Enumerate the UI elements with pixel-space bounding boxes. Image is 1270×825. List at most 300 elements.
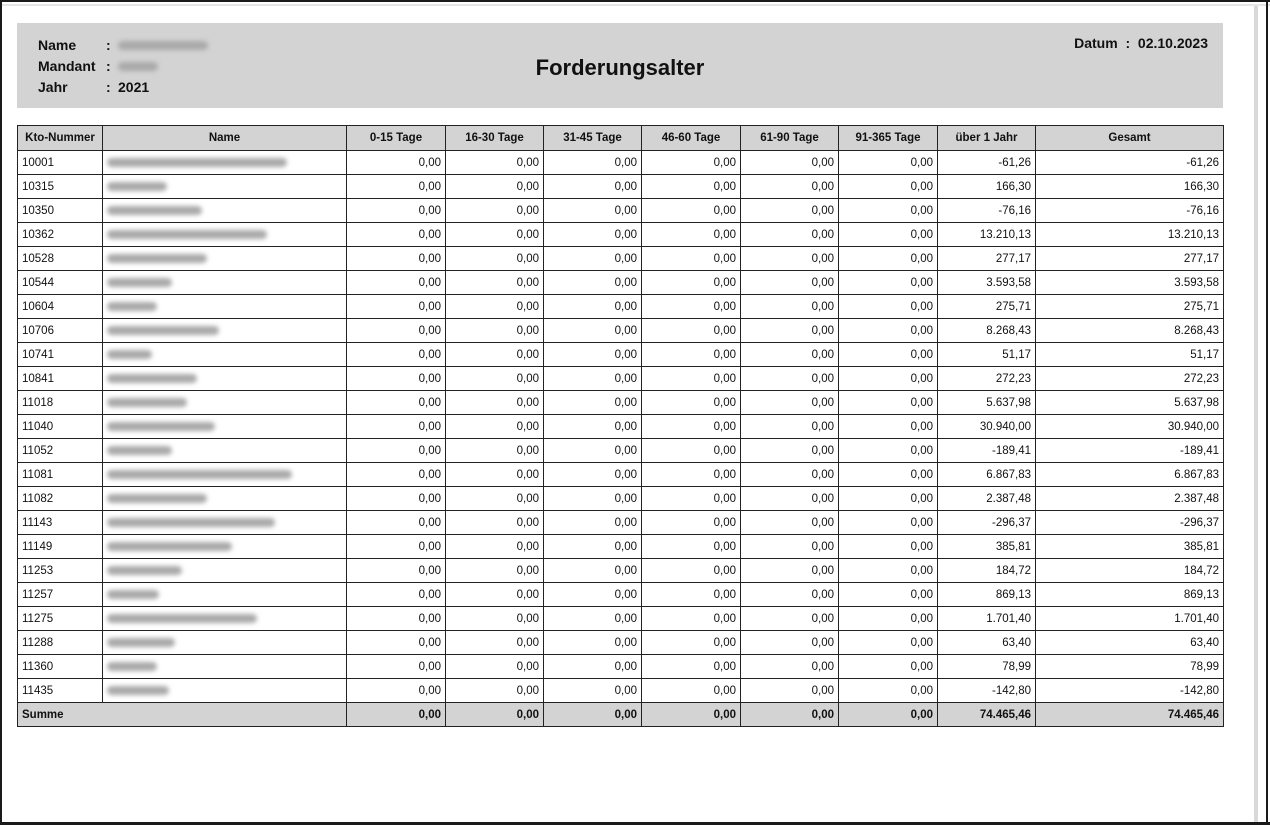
cell-61-90: 0,00 bbox=[741, 511, 839, 535]
cell-91-365: 0,00 bbox=[839, 439, 938, 463]
cell-61-90: 0,00 bbox=[741, 367, 839, 391]
page-frame-right-shadow bbox=[1254, 6, 1258, 823]
cell-91-365: 0,00 bbox=[839, 223, 938, 247]
cell-91-365: 0,00 bbox=[839, 415, 938, 439]
cell-46-60: 0,00 bbox=[642, 367, 741, 391]
cell-over-1-year: 2.387,48 bbox=[938, 487, 1036, 511]
sum-row bbox=[18, 703, 1224, 727]
cell-46-60: 0,00 bbox=[642, 319, 741, 343]
table-row bbox=[18, 463, 1224, 487]
cell-46-60: 0,00 bbox=[642, 295, 741, 319]
cell-total: 78,99 bbox=[1036, 655, 1224, 679]
redacted-name bbox=[107, 518, 275, 527]
cell-16-30: 0,00 bbox=[446, 511, 544, 535]
cell-31-45: 0,00 bbox=[544, 415, 642, 439]
sum-cell-0-15: 0,00 bbox=[347, 703, 446, 727]
cell-31-45: 0,00 bbox=[544, 511, 642, 535]
table-row bbox=[18, 223, 1224, 247]
table-row bbox=[18, 175, 1224, 199]
cell-total: 1.701,40 bbox=[1036, 607, 1224, 631]
cell-91-365: 0,00 bbox=[839, 631, 938, 655]
redacted-name bbox=[107, 638, 175, 647]
cell-61-90: 0,00 bbox=[741, 559, 839, 583]
cell-over-1-year: 5.637,98 bbox=[938, 391, 1036, 415]
redacted-name bbox=[107, 206, 202, 215]
cell-0-15: 0,00 bbox=[347, 679, 446, 703]
cell-16-30: 0,00 bbox=[446, 487, 544, 511]
redacted-name bbox=[107, 662, 157, 671]
cell-over-1-year: 277,17 bbox=[938, 247, 1036, 271]
redacted-name bbox=[107, 230, 267, 239]
cell-name-redacted bbox=[103, 319, 347, 343]
cell-0-15: 0,00 bbox=[347, 607, 446, 631]
table-row bbox=[18, 679, 1224, 703]
table-row bbox=[18, 295, 1224, 319]
cell-kto-nummer: 11275 bbox=[18, 607, 103, 631]
table-row bbox=[18, 655, 1224, 679]
cell-16-30: 0,00 bbox=[446, 271, 544, 295]
cell-91-365: 0,00 bbox=[839, 199, 938, 223]
cell-name-redacted bbox=[103, 223, 347, 247]
page-frame-top bbox=[0, 0, 1270, 2]
cell-61-90: 0,00 bbox=[741, 271, 839, 295]
cell-61-90: 0,00 bbox=[741, 223, 839, 247]
column-header-46-60: 46-60 Tage bbox=[642, 126, 741, 151]
report-date: Datum : 02.10.2023 bbox=[1074, 35, 1208, 51]
cell-total: 275,71 bbox=[1036, 295, 1224, 319]
cell-kto-nummer: 11288 bbox=[18, 631, 103, 655]
cell-16-30: 0,00 bbox=[446, 439, 544, 463]
sum-cell-61-90: 0,00 bbox=[741, 703, 839, 727]
cell-over-1-year: 30.940,00 bbox=[938, 415, 1036, 439]
cell-16-30: 0,00 bbox=[446, 559, 544, 583]
sum-cell-46-60: 0,00 bbox=[642, 703, 741, 727]
cell-name-redacted bbox=[103, 439, 347, 463]
cell-61-90: 0,00 bbox=[741, 415, 839, 439]
cell-16-30: 0,00 bbox=[446, 343, 544, 367]
cell-31-45: 0,00 bbox=[544, 367, 642, 391]
cell-61-90: 0,00 bbox=[741, 343, 839, 367]
cell-kto-nummer: 11040 bbox=[18, 415, 103, 439]
redacted-name bbox=[107, 614, 257, 623]
cell-kto-nummer: 10350 bbox=[18, 199, 103, 223]
redacted-name bbox=[107, 470, 292, 479]
cell-total: 30.940,00 bbox=[1036, 415, 1224, 439]
cell-0-15: 0,00 bbox=[347, 655, 446, 679]
cell-16-30: 0,00 bbox=[446, 415, 544, 439]
cell-61-90: 0,00 bbox=[741, 247, 839, 271]
cell-name-redacted bbox=[103, 559, 347, 583]
cell-kto-nummer: 10528 bbox=[18, 247, 103, 271]
cell-31-45: 0,00 bbox=[544, 295, 642, 319]
redacted-name bbox=[107, 278, 172, 287]
cell-16-30: 0,00 bbox=[446, 151, 544, 175]
column-header-31-45: 31-45 Tage bbox=[544, 126, 642, 151]
cell-over-1-year: -296,37 bbox=[938, 511, 1036, 535]
table-row bbox=[18, 415, 1224, 439]
cell-over-1-year: 51,17 bbox=[938, 343, 1036, 367]
cell-over-1-year: -61,26 bbox=[938, 151, 1036, 175]
table-row bbox=[18, 391, 1224, 415]
page-frame-left bbox=[0, 0, 2, 825]
table-row bbox=[18, 439, 1224, 463]
cell-61-90: 0,00 bbox=[741, 463, 839, 487]
cell-16-30: 0,00 bbox=[446, 295, 544, 319]
cell-0-15: 0,00 bbox=[347, 367, 446, 391]
redacted-name bbox=[107, 566, 182, 575]
cell-61-90: 0,00 bbox=[741, 295, 839, 319]
cell-total: 13.210,13 bbox=[1036, 223, 1224, 247]
cell-91-365: 0,00 bbox=[839, 607, 938, 631]
cell-kto-nummer: 10604 bbox=[18, 295, 103, 319]
cell-91-365: 0,00 bbox=[839, 295, 938, 319]
sum-cell-91-365: 0,00 bbox=[839, 703, 938, 727]
cell-46-60: 0,00 bbox=[642, 655, 741, 679]
redacted-value bbox=[118, 41, 208, 50]
cell-name-redacted bbox=[103, 535, 347, 559]
cell-61-90: 0,00 bbox=[741, 391, 839, 415]
cell-91-365: 0,00 bbox=[839, 583, 938, 607]
cell-16-30: 0,00 bbox=[446, 679, 544, 703]
cell-31-45: 0,00 bbox=[544, 607, 642, 631]
cell-0-15: 0,00 bbox=[347, 223, 446, 247]
receivables-aging-table bbox=[17, 125, 1224, 727]
sum-cell-total: 74.465,46 bbox=[1036, 703, 1224, 727]
cell-0-15: 0,00 bbox=[347, 391, 446, 415]
column-header-16-30: 16-30 Tage bbox=[446, 126, 544, 151]
cell-kto-nummer: 11082 bbox=[18, 487, 103, 511]
cell-31-45: 0,00 bbox=[544, 535, 642, 559]
cell-61-90: 0,00 bbox=[741, 535, 839, 559]
redacted-name bbox=[107, 302, 157, 311]
cell-name-redacted bbox=[103, 463, 347, 487]
redacted-name bbox=[107, 590, 159, 599]
cell-46-60: 0,00 bbox=[642, 343, 741, 367]
cell-0-15: 0,00 bbox=[347, 535, 446, 559]
cell-kto-nummer: 11435 bbox=[18, 679, 103, 703]
cell-46-60: 0,00 bbox=[642, 247, 741, 271]
cell-over-1-year: 1.701,40 bbox=[938, 607, 1036, 631]
cell-0-15: 0,00 bbox=[347, 511, 446, 535]
sum-label: Summe bbox=[18, 703, 347, 727]
cell-over-1-year: -189,41 bbox=[938, 439, 1036, 463]
cell-name-redacted bbox=[103, 415, 347, 439]
cell-kto-nummer: 10001 bbox=[18, 151, 103, 175]
cell-total: -142,80 bbox=[1036, 679, 1224, 703]
cell-name-redacted bbox=[103, 271, 347, 295]
column-header-91-365: 91-365 Tage bbox=[839, 126, 938, 151]
cell-total: 63,40 bbox=[1036, 631, 1224, 655]
cell-over-1-year: 869,13 bbox=[938, 583, 1036, 607]
cell-16-30: 0,00 bbox=[446, 463, 544, 487]
cell-name-redacted bbox=[103, 151, 347, 175]
redacted-name bbox=[107, 446, 172, 455]
table-row bbox=[18, 535, 1224, 559]
report-header bbox=[17, 23, 1223, 108]
cell-46-60: 0,00 bbox=[642, 271, 741, 295]
cell-91-365: 0,00 bbox=[839, 247, 938, 271]
cell-16-30: 0,00 bbox=[446, 391, 544, 415]
cell-over-1-year: 78,99 bbox=[938, 655, 1036, 679]
cell-61-90: 0,00 bbox=[741, 439, 839, 463]
cell-46-60: 0,00 bbox=[642, 631, 741, 655]
cell-name-redacted bbox=[103, 511, 347, 535]
cell-over-1-year: 275,71 bbox=[938, 295, 1036, 319]
cell-61-90: 0,00 bbox=[741, 199, 839, 223]
cell-61-90: 0,00 bbox=[741, 607, 839, 631]
cell-31-45: 0,00 bbox=[544, 151, 642, 175]
cell-16-30: 0,00 bbox=[446, 607, 544, 631]
cell-over-1-year: 6.867,83 bbox=[938, 463, 1036, 487]
table-row bbox=[18, 271, 1224, 295]
cell-46-60: 0,00 bbox=[642, 199, 741, 223]
column-header-name: Name bbox=[103, 126, 347, 151]
report-title: Forderungsalter bbox=[535, 55, 705, 80]
cell-over-1-year: -76,16 bbox=[938, 199, 1036, 223]
cell-kto-nummer: 11257 bbox=[18, 583, 103, 607]
cell-over-1-year: 3.593,58 bbox=[938, 271, 1036, 295]
cell-31-45: 0,00 bbox=[544, 247, 642, 271]
redacted-name bbox=[107, 374, 197, 383]
cell-31-45: 0,00 bbox=[544, 463, 642, 487]
meta-colon: : bbox=[106, 58, 111, 74]
cell-name-redacted bbox=[103, 487, 347, 511]
redacted-name bbox=[107, 686, 169, 695]
cell-31-45: 0,00 bbox=[544, 439, 642, 463]
redacted-name bbox=[107, 350, 152, 359]
cell-total: 2.387,48 bbox=[1036, 487, 1224, 511]
cell-91-365: 0,00 bbox=[839, 175, 938, 199]
cell-kto-nummer: 10544 bbox=[18, 271, 103, 295]
cell-0-15: 0,00 bbox=[347, 271, 446, 295]
cell-kto-nummer: 11143 bbox=[18, 511, 103, 535]
cell-total: 166,30 bbox=[1036, 175, 1224, 199]
meta-value-year: 2021 bbox=[118, 79, 150, 95]
cell-46-60: 0,00 bbox=[642, 511, 741, 535]
cell-0-15: 0,00 bbox=[347, 199, 446, 223]
cell-0-15: 0,00 bbox=[347, 151, 446, 175]
cell-name-redacted bbox=[103, 343, 347, 367]
cell-name-redacted bbox=[103, 367, 347, 391]
redacted-name bbox=[107, 494, 207, 503]
cell-61-90: 0,00 bbox=[741, 175, 839, 199]
cell-kto-nummer: 11052 bbox=[18, 439, 103, 463]
cell-91-365: 0,00 bbox=[839, 391, 938, 415]
cell-kto-nummer: 10706 bbox=[18, 319, 103, 343]
cell-kto-nummer: 11253 bbox=[18, 559, 103, 583]
redacted-name bbox=[107, 326, 219, 335]
cell-name-redacted bbox=[103, 583, 347, 607]
column-header-0-15: 0-15 Tage bbox=[347, 126, 446, 151]
cell-61-90: 0,00 bbox=[741, 151, 839, 175]
cell-16-30: 0,00 bbox=[446, 583, 544, 607]
cell-total: 869,13 bbox=[1036, 583, 1224, 607]
cell-total: 385,81 bbox=[1036, 535, 1224, 559]
table-row bbox=[18, 247, 1224, 271]
cell-total: 5.637,98 bbox=[1036, 391, 1224, 415]
meta-label: Jahr bbox=[38, 79, 68, 95]
meta-row-name bbox=[38, 35, 208, 56]
column-header-61-90: 61-90 Tage bbox=[741, 126, 839, 151]
cell-over-1-year: 385,81 bbox=[938, 535, 1036, 559]
sum-cell-over-1-year: 74.465,46 bbox=[938, 703, 1036, 727]
cell-0-15: 0,00 bbox=[347, 319, 446, 343]
cell-total: 272,23 bbox=[1036, 367, 1224, 391]
cell-name-redacted bbox=[103, 199, 347, 223]
cell-0-15: 0,00 bbox=[347, 439, 446, 463]
redacted-name bbox=[107, 398, 187, 407]
cell-31-45: 0,00 bbox=[544, 271, 642, 295]
cell-kto-nummer: 10362 bbox=[18, 223, 103, 247]
cell-61-90: 0,00 bbox=[741, 319, 839, 343]
cell-46-60: 0,00 bbox=[642, 559, 741, 583]
cell-31-45: 0,00 bbox=[544, 223, 642, 247]
cell-46-60: 0,00 bbox=[642, 583, 741, 607]
cell-16-30: 0,00 bbox=[446, 223, 544, 247]
cell-31-45: 0,00 bbox=[544, 391, 642, 415]
cell-16-30: 0,00 bbox=[446, 199, 544, 223]
cell-91-365: 0,00 bbox=[839, 151, 938, 175]
table-row bbox=[18, 151, 1224, 175]
cell-61-90: 0,00 bbox=[741, 583, 839, 607]
cell-16-30: 0,00 bbox=[446, 175, 544, 199]
cell-31-45: 0,00 bbox=[544, 487, 642, 511]
cell-61-90: 0,00 bbox=[741, 655, 839, 679]
cell-0-15: 0,00 bbox=[347, 295, 446, 319]
meta-colon: : bbox=[106, 79, 111, 95]
cell-16-30: 0,00 bbox=[446, 655, 544, 679]
cell-91-365: 0,00 bbox=[839, 487, 938, 511]
cell-31-45: 0,00 bbox=[544, 583, 642, 607]
cell-name-redacted bbox=[103, 655, 347, 679]
cell-46-60: 0,00 bbox=[642, 391, 741, 415]
cell-total: -189,41 bbox=[1036, 439, 1224, 463]
column-header-kto-nummer: Kto-Nummer bbox=[18, 126, 103, 151]
cell-kto-nummer: 11081 bbox=[18, 463, 103, 487]
cell-0-15: 0,00 bbox=[347, 175, 446, 199]
cell-46-60: 0,00 bbox=[642, 175, 741, 199]
cell-46-60: 0,00 bbox=[642, 535, 741, 559]
cell-61-90: 0,00 bbox=[741, 679, 839, 703]
cell-name-redacted bbox=[103, 607, 347, 631]
cell-total: -76,16 bbox=[1036, 199, 1224, 223]
meta-label: Mandant bbox=[38, 58, 96, 74]
table-row bbox=[18, 367, 1224, 391]
cell-31-45: 0,00 bbox=[544, 175, 642, 199]
cell-over-1-year: -142,80 bbox=[938, 679, 1036, 703]
cell-91-365: 0,00 bbox=[839, 319, 938, 343]
table-row bbox=[18, 511, 1224, 535]
cell-46-60: 0,00 bbox=[642, 487, 741, 511]
table-row bbox=[18, 199, 1224, 223]
cell-0-15: 0,00 bbox=[347, 583, 446, 607]
cell-46-60: 0,00 bbox=[642, 679, 741, 703]
cell-46-60: 0,00 bbox=[642, 439, 741, 463]
cell-16-30: 0,00 bbox=[446, 319, 544, 343]
cell-over-1-year: 13.210,13 bbox=[938, 223, 1036, 247]
cell-name-redacted bbox=[103, 391, 347, 415]
cell-total: 277,17 bbox=[1036, 247, 1224, 271]
cell-total: 184,72 bbox=[1036, 559, 1224, 583]
date-value: 02.10.2023 bbox=[1137, 35, 1208, 51]
cell-91-365: 0,00 bbox=[839, 679, 938, 703]
cell-name-redacted bbox=[103, 247, 347, 271]
cell-31-45: 0,00 bbox=[544, 199, 642, 223]
cell-31-45: 0,00 bbox=[544, 559, 642, 583]
cell-name-redacted bbox=[103, 295, 347, 319]
cell-kto-nummer: 10841 bbox=[18, 367, 103, 391]
cell-over-1-year: 184,72 bbox=[938, 559, 1036, 583]
table-header-row bbox=[18, 126, 1224, 151]
cell-91-365: 0,00 bbox=[839, 343, 938, 367]
cell-31-45: 0,00 bbox=[544, 631, 642, 655]
table-row bbox=[18, 343, 1224, 367]
cell-0-15: 0,00 bbox=[347, 487, 446, 511]
redacted-name bbox=[107, 182, 167, 191]
cell-46-60: 0,00 bbox=[642, 223, 741, 247]
cell-31-45: 0,00 bbox=[544, 343, 642, 367]
table-row bbox=[18, 319, 1224, 343]
cell-total: -296,37 bbox=[1036, 511, 1224, 535]
cell-name-redacted bbox=[103, 631, 347, 655]
cell-61-90: 0,00 bbox=[741, 487, 839, 511]
cell-16-30: 0,00 bbox=[446, 367, 544, 391]
cell-over-1-year: 8.268,43 bbox=[938, 319, 1036, 343]
cell-16-30: 0,00 bbox=[446, 631, 544, 655]
page-frame-right bbox=[1266, 0, 1268, 825]
redacted-name bbox=[107, 542, 232, 551]
cell-0-15: 0,00 bbox=[347, 415, 446, 439]
meta-label: Name bbox=[38, 37, 77, 53]
cell-31-45: 0,00 bbox=[544, 655, 642, 679]
cell-46-60: 0,00 bbox=[642, 463, 741, 487]
cell-31-45: 0,00 bbox=[544, 679, 642, 703]
table-row bbox=[18, 583, 1224, 607]
cell-0-15: 0,00 bbox=[347, 247, 446, 271]
redacted-name bbox=[107, 158, 287, 167]
cell-46-60: 0,00 bbox=[642, 415, 741, 439]
cell-name-redacted bbox=[103, 175, 347, 199]
cell-91-365: 0,00 bbox=[839, 367, 938, 391]
cell-0-15: 0,00 bbox=[347, 559, 446, 583]
cell-46-60: 0,00 bbox=[642, 151, 741, 175]
table-row bbox=[18, 607, 1224, 631]
cell-0-15: 0,00 bbox=[347, 463, 446, 487]
cell-total: 6.867,83 bbox=[1036, 463, 1224, 487]
cell-total: 51,17 bbox=[1036, 343, 1224, 367]
table-row bbox=[18, 559, 1224, 583]
cell-over-1-year: 166,30 bbox=[938, 175, 1036, 199]
page-frame-top-inner bbox=[0, 4, 1270, 6]
redacted-name bbox=[107, 254, 207, 263]
cell-61-90: 0,00 bbox=[741, 631, 839, 655]
cell-over-1-year: 272,23 bbox=[938, 367, 1036, 391]
cell-total: 8.268,43 bbox=[1036, 319, 1224, 343]
cell-16-30: 0,00 bbox=[446, 247, 544, 271]
cell-kto-nummer: 10315 bbox=[18, 175, 103, 199]
cell-91-365: 0,00 bbox=[839, 463, 938, 487]
cell-91-365: 0,00 bbox=[839, 559, 938, 583]
column-header-over-1-year: über 1 Jahr bbox=[938, 126, 1036, 151]
cell-46-60: 0,00 bbox=[642, 607, 741, 631]
meta-colon: : bbox=[106, 37, 111, 53]
cell-91-365: 0,00 bbox=[839, 535, 938, 559]
cell-91-365: 0,00 bbox=[839, 271, 938, 295]
cell-91-365: 0,00 bbox=[839, 655, 938, 679]
sum-cell-31-45: 0,00 bbox=[544, 703, 642, 727]
cell-0-15: 0,00 bbox=[347, 631, 446, 655]
table-row bbox=[18, 487, 1224, 511]
